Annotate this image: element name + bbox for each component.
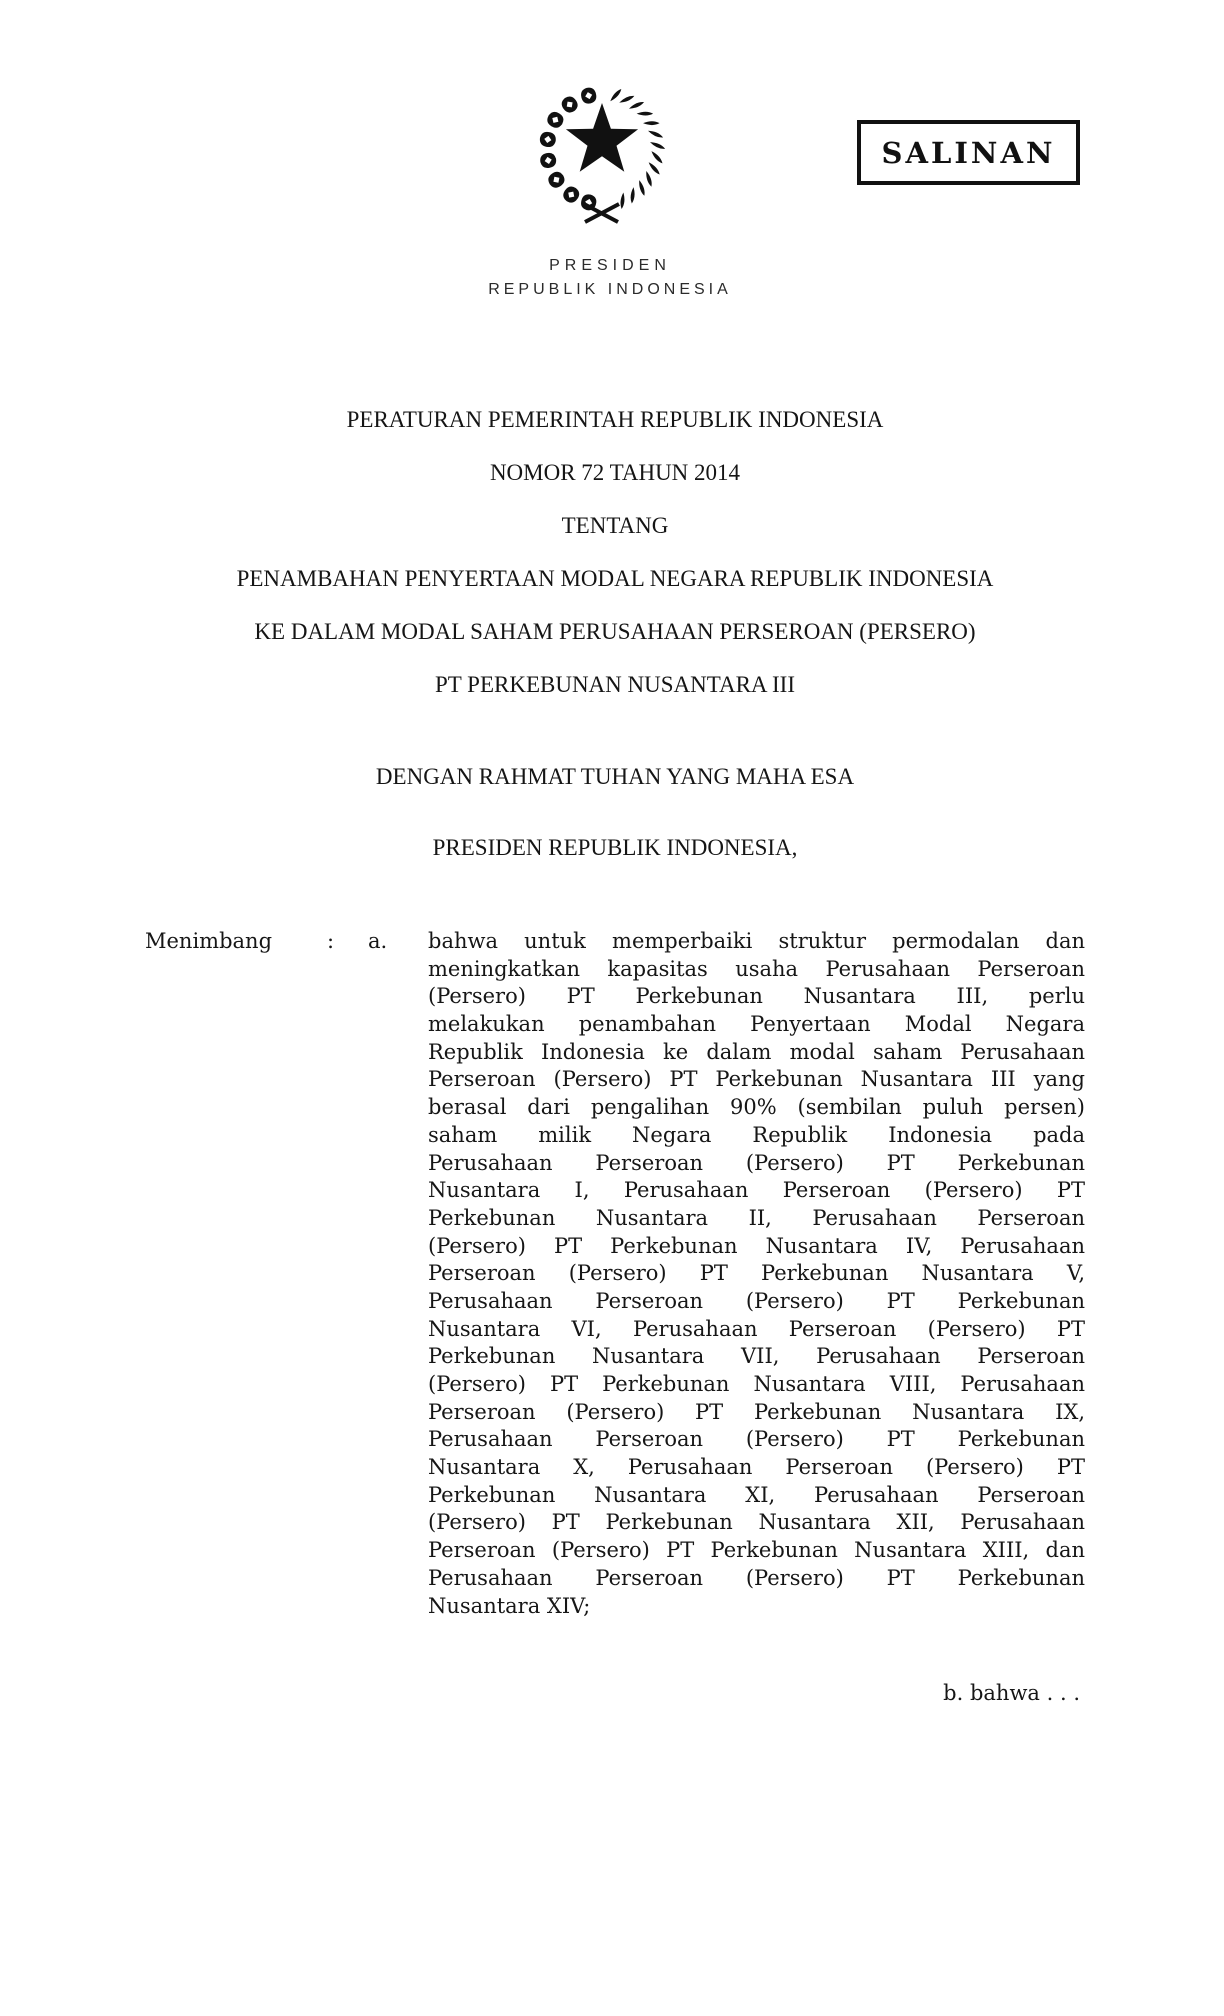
considerans-line: Nusantara X, Perusahaan Perseroan (Persero) PT [428, 1455, 1085, 1480]
title-line: PT PERKEBUNAN NUSANTARA III [434, 672, 795, 697]
considerans-line: (Persero) PT Perkebunan Nusantara IV, Perusahaan [428, 1233, 1085, 1258]
considerans-line: melakukan penambahan Penyertaan Modal Negara [428, 1012, 1085, 1037]
considerans-line: Perusahaan Perseroan (Persero) PT Perkebunan [428, 1565, 1085, 1590]
catchword: b. bahwa . . . [943, 1681, 1080, 1705]
star-wreath-emblem-icon [522, 76, 682, 228]
considerans-line: Perseroan (Persero) PT Perkebunan Nusantara XIII, dan [428, 1538, 1085, 1563]
considerans-line: (Persero) PT Perkebunan Nusantara VIII, Perusahaan [428, 1372, 1085, 1396]
considerans-line: Republik Indonesia ke dalam modal saham Perusahaan [428, 1039, 1085, 1064]
considerans-separator: : [327, 929, 335, 953]
letterhead-republik-indonesia: REPUBLIK INDONESIA [488, 281, 732, 298]
considerans-line: Perseroan (Persero) PT Perkebunan Nusantara III yang [428, 1067, 1085, 1092]
star-icon [566, 103, 638, 172]
considerans-line: saham milik Negara Republik Indonesia pada [428, 1122, 1085, 1147]
considerans-label: Menimbang [145, 929, 273, 953]
letterhead-presiden: PRESIDEN [549, 257, 671, 274]
authority-line: PRESIDEN REPUBLIK INDONESIA, [432, 835, 798, 860]
considerans-line: (Persero) PT Perkebunan Nusantara III, perlu [428, 984, 1085, 1009]
title-line: PENAMBAHAN PENYERTAAN MODAL NEGARA REPUBLIK INDONESIA [236, 566, 994, 591]
considerans-item-letter: a. [368, 929, 388, 953]
title-line: NOMOR 72 TAHUN 2014 [489, 460, 741, 485]
title-line: KE DALAM MODAL SAHAM PERUSAHAAN PERSEROAN (PERSERO) [254, 619, 976, 644]
title-block [3, 393, 1224, 711]
considerans-line: Perusahaan Perseroan (Persero) PT Perkebunan [428, 1288, 1085, 1313]
considerans-line: meningkatkan kapasitas usaha Perusahaan Perseroan [428, 956, 1085, 981]
invocation-line: DENGAN RAHMAT TUHAN YANG MAHA ESA [375, 764, 855, 789]
considerans-paragraph [428, 928, 1085, 1620]
considerans-line: Perusahaan Perseroan (Persero) PT Perkebunan [428, 1427, 1085, 1452]
considerans-line: Perkebunan Nusantara XI, Perusahaan Perseroan [428, 1482, 1085, 1507]
considerans-line: Nusantara VI, Perusahaan Perseroan (Persero) PT [428, 1316, 1085, 1341]
wreath-stems [584, 204, 619, 222]
considerans-line: Perkebunan Nusantara VII, Perusahaan Perseroan [428, 1344, 1085, 1369]
salinan-stamp: SALINAN [857, 120, 1080, 185]
considerans-line: berasal dari pengalihan 90% (sembilan puluh persen) [428, 1095, 1085, 1120]
considerans-line: Perseroan (Persero) PT Perkebunan Nusantara IX, [428, 1399, 1085, 1424]
title-line: TENTANG [561, 513, 669, 538]
considerans-line: bahwa untuk memperbaiki struktur permodalan dan [428, 929, 1085, 953]
considerans-line: Nusantara I, Perusahaan Perseroan (Persero) PT [428, 1178, 1085, 1203]
considerans-line: (Persero) PT Perkebunan Nusantara XII, Perusahaan [428, 1510, 1085, 1535]
title-line: PERATURAN PEMERINTAH REPUBLIK INDONESIA [346, 407, 884, 432]
considerans-line: Perusahaan Perseroan (Persero) PT Perkebunan [428, 1150, 1085, 1175]
considerans-line: Perseroan (Persero) PT Perkebunan Nusantara V, [428, 1261, 1085, 1286]
considerans-line: Perkebunan Nusantara II, Perusahaan Perseroan [428, 1205, 1085, 1230]
considerans-line: Nusantara XIV; [428, 1593, 591, 1618]
